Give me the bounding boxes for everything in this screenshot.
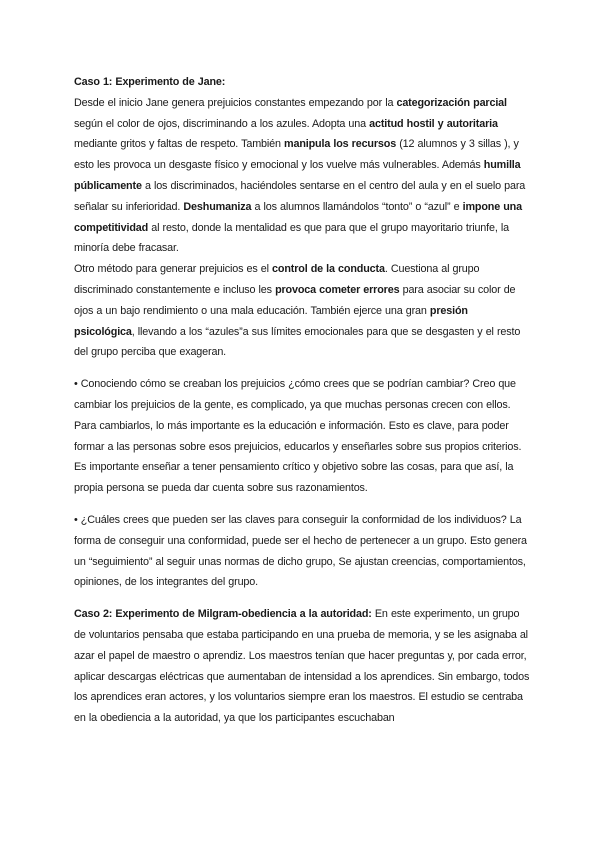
bold-term: actitud hostil y autoritaria xyxy=(369,117,498,130)
case1-paragraph-2 xyxy=(74,259,530,363)
bold-term: Deshumaniza xyxy=(183,200,252,213)
spacer xyxy=(74,499,530,510)
bold-term: manipula los recursos xyxy=(284,138,397,151)
case2-paragraph xyxy=(74,604,530,729)
question-2-paragraph: • ¿Cuáles crees que pueden ser las claves para conseguir la conformidad de los individuos? La forma de conseguir una conformidad, puede ser el hecho de pertenecer a un grupo. Esto genera un “seguimiento” al seguir unas normas de dicho grupo, Se ajustan creencias, comportamientos, opiniones, de los integrantes del grupo. xyxy=(74,513,527,589)
text-run: Desde el inicio Jane genera prejuicios constantes empezando por la xyxy=(74,96,397,109)
bold-term: impone una competitividad xyxy=(74,200,522,234)
text-run: para asociar su color de ojos a un bajo rendimiento o una mala educación. También ejerce una gran xyxy=(74,283,516,317)
text-run: . Cuestiona al grupo discriminado constantemente e incluso les xyxy=(74,263,480,296)
text-run: Otro método para generar prejuicios es el xyxy=(74,263,273,276)
spacer xyxy=(74,593,530,604)
case2-text: En este experimento, un grupo de voluntarios pensaba que estaba participando en una prueba de memoria, y se les asignaba al azar el papel de maestro o aprendiz. Los maestros tenían que hacer preguntas y, por cada error, aplicar descargas eléctricas que aumentaban de intensidad a los aprendices. Sin embargo, todos los aprendices eran actores, y los voluntarios siempre eran los maestros. El estudio se centraba en la obediencia a la autoridad, ya que los participantes escuchaban xyxy=(74,608,530,725)
text-run: , llevando a los “azules”a sus límites emocionales para que se desgasten y el resto del grupo perciba que exageran. xyxy=(74,325,521,359)
bold-term: control de la conducta xyxy=(272,263,385,276)
text-run: según el color de ojos, discriminando a los azules. Adopta una xyxy=(74,117,370,130)
spacer xyxy=(74,363,530,374)
bold-term: humilla públicamente xyxy=(74,159,521,192)
text-run: mediante gritos y faltas de respeto. También xyxy=(74,138,285,151)
bold-term: presión psicológica xyxy=(74,304,468,338)
case1-title xyxy=(74,72,530,93)
question-1-paragraph: • Conociendo cómo se creaban los prejuicios ¿cómo crees que se podrían cambiar? Creo que cambiar los prejuicios de la gente, es complicado, ya que muchas personas crecen con ellos. Para cambiarlos, lo más importante es la educación e información. Esto es clave, para poder formar a las personas sobre esos prejuicios, educarlos y enseñarles sobre sus propios criterios. Es importante enseñar a tener pensamiento crítico y objetivo sobre las cosas, para que así, la propia persona se pueda dar cuenta sobre sus razonamientos. xyxy=(74,378,522,495)
text-run: al resto, donde la mentalidad es que para que el grupo mayoritario triunfe, la minoría debe fracasar. xyxy=(74,221,509,255)
case1-paragraph-1 xyxy=(74,93,530,259)
text-run: (12 alumnos y 3 sillas ), y esto les provoca un desgaste físico y emocional y los vuelve más vulnerables. Además xyxy=(74,138,519,172)
document-body xyxy=(74,72,530,729)
text-run: a los discriminados, haciéndoles sentarse en el centro del aula y en el suelo para señalar su inferioridad. xyxy=(74,179,526,213)
text-run: a los alumnos llamándolos “tonto” o “azul” e xyxy=(251,200,463,213)
case2-title: Caso 2: Experimento de Milgram-obediencia a la autoridad: xyxy=(74,608,372,621)
bold-term: categorización parcial xyxy=(396,96,507,109)
case1-title-text: Caso 1: Experimento de Jane: xyxy=(74,76,226,88)
bold-term: provoca cometer errores xyxy=(275,283,400,296)
